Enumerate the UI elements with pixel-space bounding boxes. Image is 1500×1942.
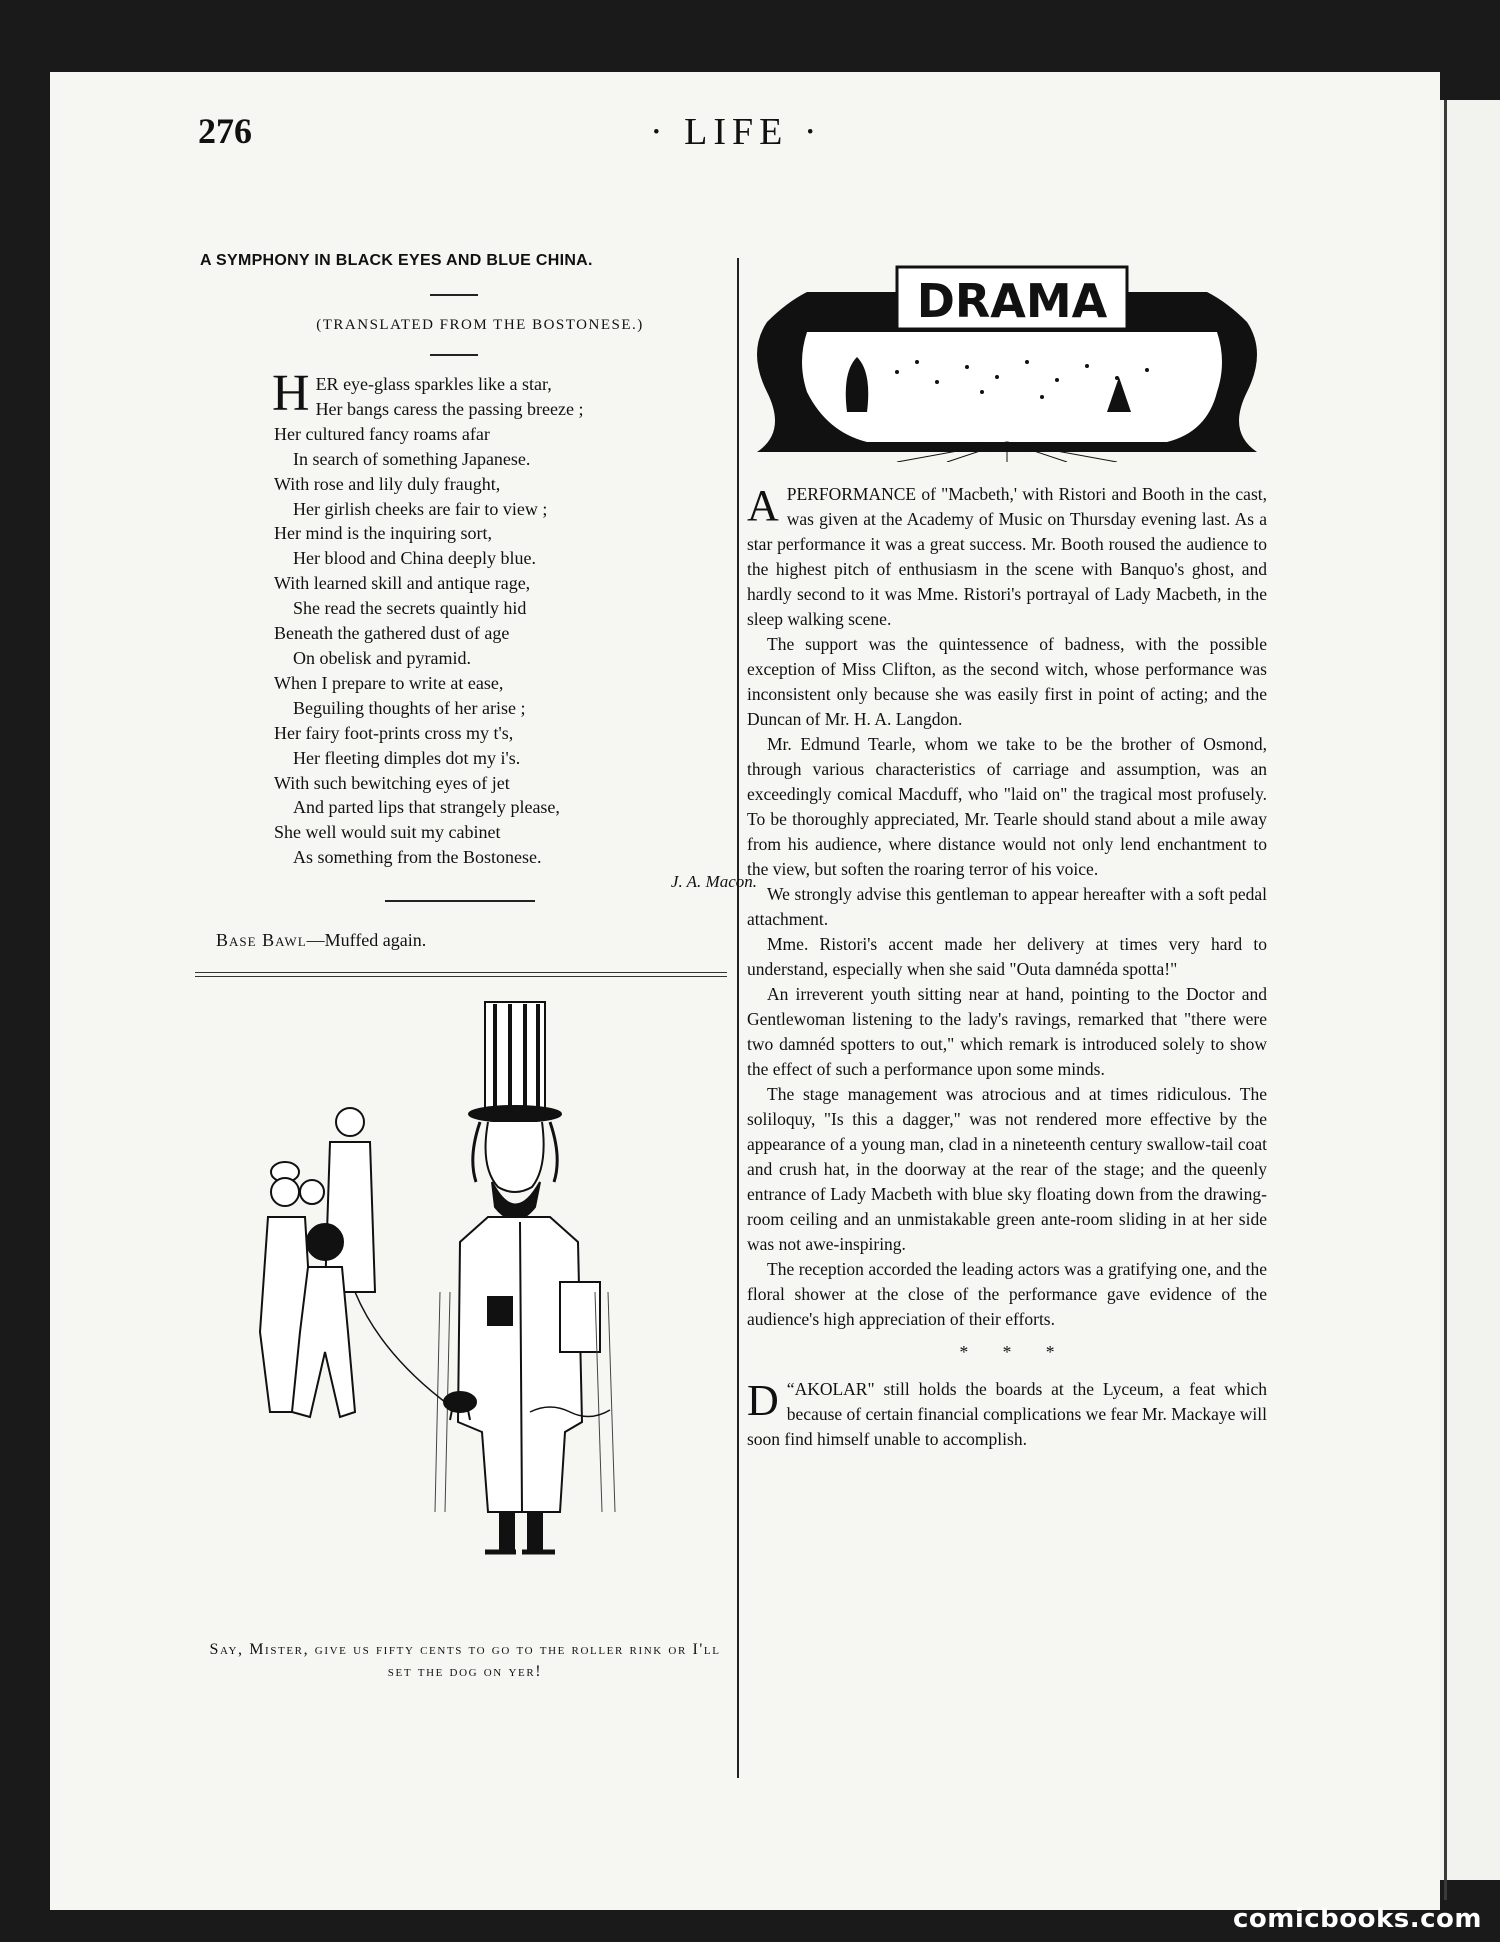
poem-line: With learned skill and antique rage, [274, 573, 531, 594]
cartoon-caption: Say, Mister, give us fifty cents to go to the roller rink or I'll set the dog on yer! [209, 1641, 721, 1680]
poem-subtitle: (TRANSLATED FROM THE BOSTONESE.) [316, 317, 644, 333]
binding-edge-inner [1444, 100, 1447, 1900]
poem-line: When I prepare to write at ease, [274, 672, 504, 693]
subtitle-rule [430, 354, 478, 356]
masthead: · LIFE · [650, 111, 823, 153]
drop-cap: A [747, 481, 779, 530]
poem-line: She read the secrets quaintly hid [293, 598, 527, 619]
joke-label: Base Bawl [216, 930, 307, 950]
drama-paragraph: Mr. Edmund Tearle, whom we take to be the brother of Osmond, through various characteristics of carriage and assumption, was an exceedingly comical Macduff, who "laid on" the tragical most profusely. To be thoroughly appreciated, Mr. Tearle should stand about a mile away from his audience, where distance would not only lend enchantment to the view, but soften the roaring terror of his voice. [747, 734, 1267, 879]
section-stars: * * * [959, 1342, 1055, 1362]
dakolar-paragraph: “ D AKOLAR" still holds the boards at the Lyceum, a feat which because of certain financial complications we fear Mr. Mackaye will soon find himself unable to accomplish. [747, 1376, 1267, 1449]
poem-body [272, 365, 754, 870]
drama-banner [747, 262, 1267, 462]
poem-first-line: HER eye-glass sparkles like a star, [272, 365, 552, 422]
drama-article [747, 482, 1267, 1452]
poem-line: She well would suit my cabinet [274, 822, 501, 843]
poem-line: Her bangs caress the passing breeze ; [315, 398, 584, 419]
cartoon-illustration [230, 992, 730, 1572]
poem-author: J. A. Macon. [670, 872, 757, 891]
poem-line: Her fleeting dimples dot my i's. [293, 747, 521, 768]
drama-banner-title: DRAMA [916, 274, 1108, 328]
poem-line: With such bewitching eyes of jet [274, 772, 510, 793]
poem-line: Her blood and China deeply blue. [293, 548, 536, 569]
joke [216, 930, 426, 951]
joke-text: —Muffed again. [306, 930, 427, 950]
magazine-page [50, 72, 1440, 1910]
open-quote: “ [786, 1379, 795, 1399]
drama-paragraph: The reception accorded the leading actors was a gratifying one, and the floral shower at the close of the performance gave evidence of the audience's high appreciation of their efforts. [747, 1259, 1267, 1329]
drama-paragraph: APERFORMANCE of "Macbeth,' with Ristori and Booth in the cast, was given at the Academy of Music on Thursday evening last. As a star performance it was a great success. Mr. Booth roused the audience to the highest pitch of enthusiasm in the scene with Banquo's ghost, and hardly second to it was Mme. Ristori's portrayal of Lady Macbeth, in the sleep walking scene. [747, 481, 1267, 629]
drama-paragraph: The stage management was atrocious and at times ridiculous. The soliloquy, "Is this a dagger," was not rendered more effective by the appearance of a young man, clad in a nineteenth century swallow-tail coat and crush hat, in the doorway at the rear of the stage; and the queenly entrance of Lady Macbeth with blue sky floating down from the drawing-room ceiling and an unmistakable green ante-room sliding in at her side was not awe-inspiring. [747, 1084, 1267, 1254]
poem-line: With rose and lily duly fraught, [274, 473, 501, 494]
poem-line: Beguiling thoughts of her arise ; [293, 697, 526, 718]
drama-paragraph: Mme. Ristori's accent made her delivery at times very hard to understand, especially when she said "Outa damnéda spotta!" [747, 934, 1267, 979]
poem-line: On obelisk and pyramid. [293, 647, 471, 668]
drop-cap: H [272, 365, 310, 422]
poem-title: A SYMPHONY IN BLACK EYES AND BLUE CHINA. [200, 252, 593, 269]
author-rule [385, 900, 535, 902]
drop-cap: D [747, 1376, 779, 1425]
poem-line: As something from the Bostonese. [293, 847, 542, 868]
drama-paragraph: We strongly advise this gentleman to appear hereafter with a soft pedal attachment. [747, 884, 1267, 929]
title-rule [430, 294, 478, 296]
poem-line: Her fairy foot-prints cross my t's, [274, 722, 514, 743]
page-number: 276 [198, 111, 252, 151]
section-double-rule [195, 972, 727, 977]
drama-paragraph: The support was the quintessence of badness, with the possible exception of Miss Clifton, as the second witch, whose performance was inconsistent only because she was easily first in point of acting; and the Duncan of Mr. H. A. Langdon. [747, 634, 1267, 729]
poem-line: In search of something Japanese. [293, 448, 531, 469]
watermark: comicbooks.com [1232, 1904, 1482, 1934]
poem-line: Her girlish cheeks are fair to view ; [293, 498, 548, 519]
poem-line: And parted lips that strangely please, [293, 797, 560, 818]
drama-paragraph: An irreverent youth sitting near at hand, pointing to the Doctor and Gentlewoman listening to the lady's ravings, remarked that "there were two damnéd spotters to out," which remark is introduced solely to show the effect of such a performance upon some minds. [747, 984, 1267, 1079]
poem-line: Beneath the gathered dust of age [274, 623, 510, 644]
poem-line: Her cultured fancy roams afar [274, 423, 490, 444]
poem-line: Her mind is the inquiring sort, [274, 523, 492, 544]
